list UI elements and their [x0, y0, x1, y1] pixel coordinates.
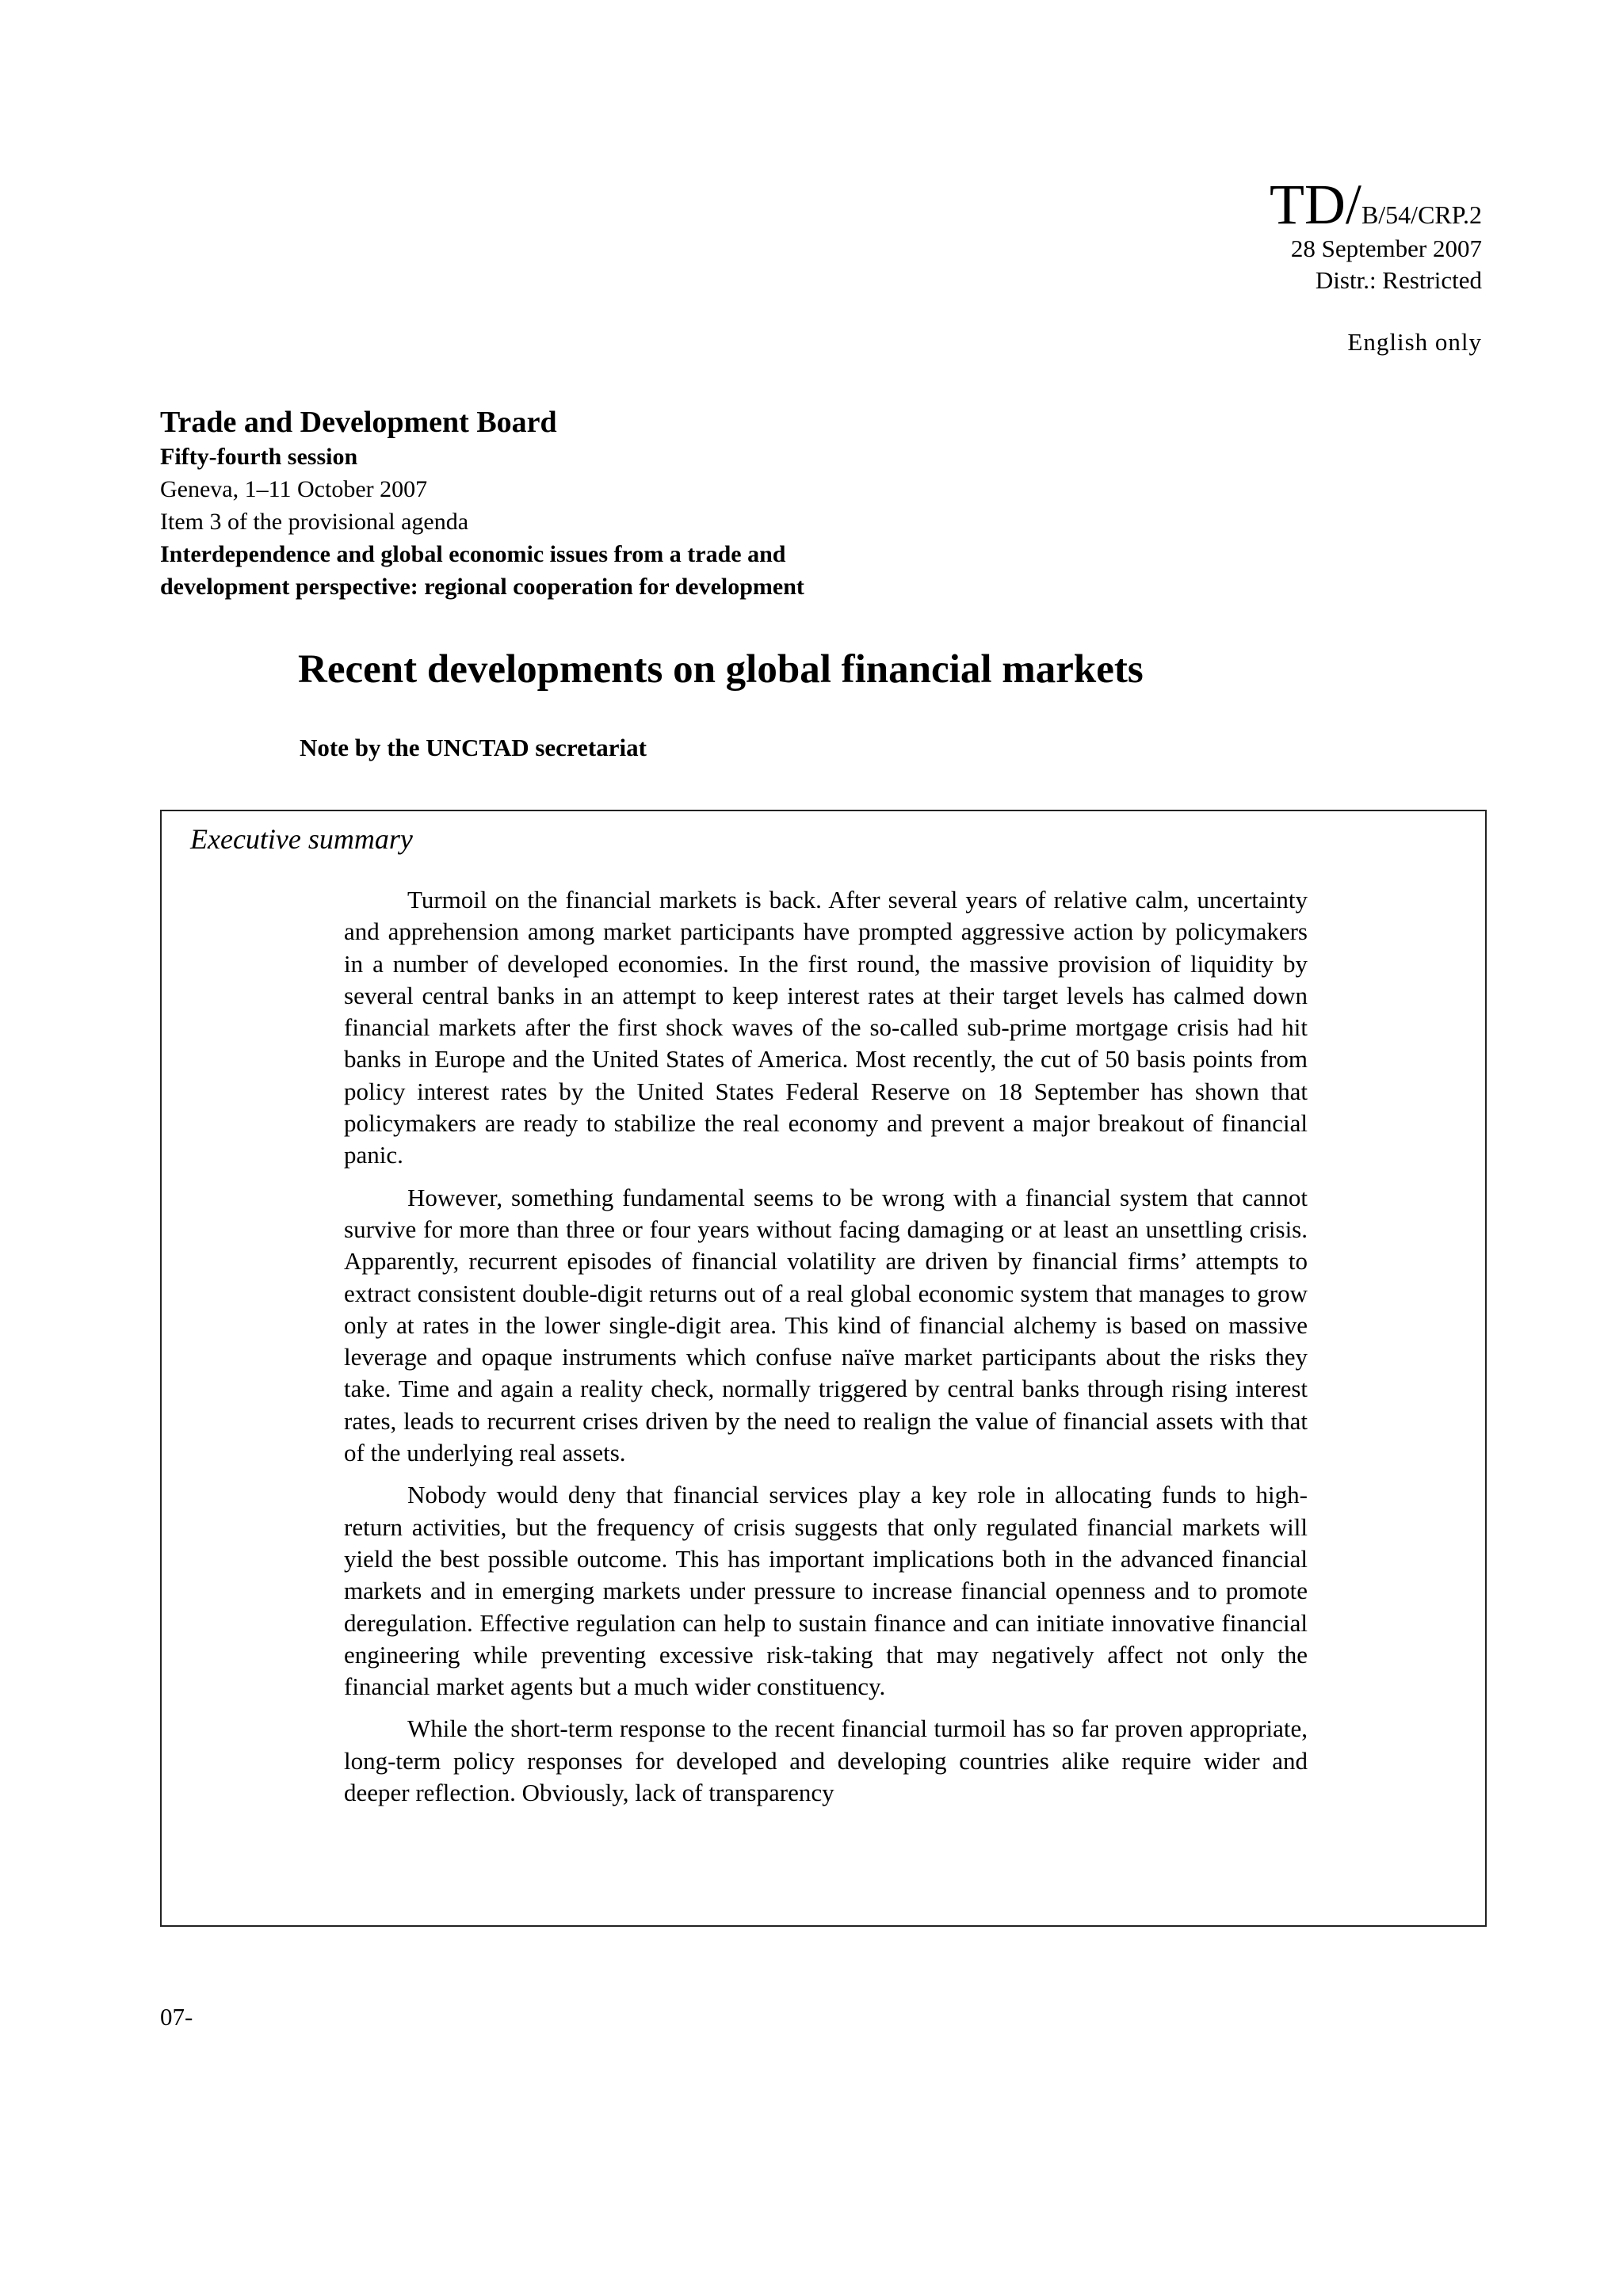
- job-number: 07-: [160, 2003, 193, 2031]
- agenda-title-line-1: Interdependence and global economic issues from a trade and: [160, 541, 786, 567]
- distribution-status: Distr.: Restricted: [1315, 266, 1482, 294]
- executive-summary-body: [344, 884, 1308, 1819]
- summary-paragraph: While the short-term response to the recent financial turmoil has so far proven appropriate, long-term policy responses for developed and developing countries alike require wider and deeper reflection. Obviously, lack of transparency: [344, 1714, 1308, 1807]
- document-symbol: [1269, 173, 1482, 236]
- executive-summary-heading: Executive summary: [190, 823, 413, 855]
- board-name: Trade and Development Board: [160, 406, 557, 439]
- document-subtitle: Note by the UNCTAD secretariat: [300, 734, 647, 761]
- language-note: English only: [1347, 328, 1482, 356]
- document-date: 28 September 2007: [1290, 235, 1482, 262]
- agenda-title-line-2: development perspective: regional cooperation for development: [160, 574, 804, 600]
- executive-summary-box: [160, 810, 1487, 1927]
- document-title: Recent developments on global financial markets: [298, 647, 1144, 692]
- session-location-dates: Geneva, 1–11 October 2007: [160, 476, 428, 502]
- summary-paragraph: Nobody would deny that financial services play a key role in allocating funds to high-return activities, but the frequency of crisis suggests that only regulated financial markets will yield the best possible outcome. This has important implications both in the advanced financial markets and in emerging markets under pressure to increase financial openness and to promote deregulation. Effective regulation can help to sustain finance and can initiate innovative financial engineering while preventing excessive risk-taking that may negatively affect not only the financial market agents but a much wider constituency.: [344, 1481, 1308, 1701]
- document-symbol-prefix: TD/: [1269, 173, 1361, 236]
- document-symbol-suffix: B/54/CRP.2: [1361, 200, 1482, 229]
- session-header: [160, 404, 804, 603]
- summary-paragraph: Turmoil on the financial markets is back. After several years of relative calm, uncertainty and apprehension among market participants have prompted aggressive action by policymakers in a number of developed economies. In the first round, the massive provision of liquidity by several central banks in an attempt to keep interest rates at their target levels has calmed down financial markets after the first shock waves of the so-called sub-prime mortgage crisis had hit banks in Europe and the United States of America. Most recently, the cut of 50 basis points from policy interest rates by the United States Federal Reserve on 18 September has shown that policymakers are ready to stabilize the real economy and prevent a major breakout of financial panic.: [344, 886, 1308, 1169]
- summary-paragraph: However, something fundamental seems to be wrong with a financial system that cannot survive for more than three or four years without facing damaging or at least an unsettling crisis. Apparently, recurrent episodes of financial volatility are driven by financial firms’ attempts to extract consistent double-digit returns out of a real global economic system that manages to grow only at rates in the lower single-digit area. This kind of financial alchemy is based on massive leverage and opaque instruments which confuse naïve market participants about the risks they take. Time and again a reality check, normally triggered by central banks through rising interest rates, leads to recurrent crises driven by the need to realign the value of financial assets with that of the underlying real assets.: [344, 1183, 1308, 1467]
- agenda-item: Item 3 of the provisional agenda: [160, 509, 469, 535]
- session-name: Fifty-fourth session: [160, 444, 358, 470]
- document-symbol-block: [1269, 173, 1482, 358]
